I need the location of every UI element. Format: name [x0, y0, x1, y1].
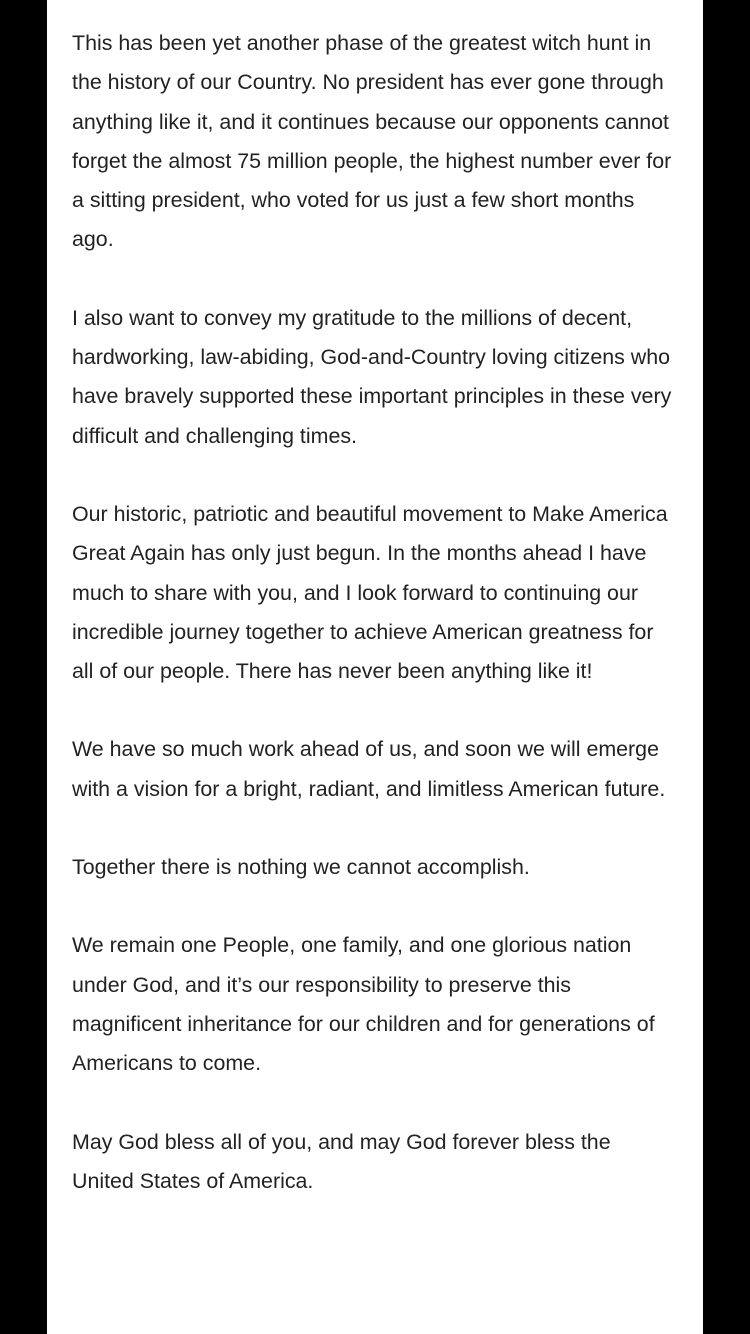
letter-paragraph: I also want to convey my gratitude to the millions of decent, hardworking, law-abiding, God-and-Country loving citizens who have bravely supported these important principles in these very difficult and challenging times. — [72, 305, 672, 448]
letter-paragraph: We have so much work ahead of us, and soon we will emerge with a vision for a bright, radiant, and limitless American future. — [72, 737, 666, 801]
letter-paragraph: This has been yet another phase of the greatest witch hunt in the history of our Country. No president has ever gone through anything like it, and it continues because our opponents cannot forget the almost 75 million people, the highest number ever for a sitting president, who voted for us just a few short months ago. — [72, 31, 672, 252]
letter-paragraph: Our historic, patriotic and beautiful movement to Make America Great Again has only just begun. In the months ahead I have much to share with you, and I look forward to continuing our incredible journey together to achieve American greatness for all of our people. There has never been anything like it! — [72, 501, 668, 684]
letter-body — [72, 24, 677, 1240]
letter-paragraph: May God bless all of you, and may God forever bless the United States of America. — [72, 1129, 611, 1193]
letter-paragraph: Together there is nothing we cannot accomplish. — [72, 855, 530, 880]
document-page — [47, 0, 703, 1334]
letter-paragraph: We remain one People, one family, and one glorious nation under God, and it’s our responsibility to preserve this magnificent inheritance for our children and for generations of Americans to come. — [72, 933, 655, 1076]
